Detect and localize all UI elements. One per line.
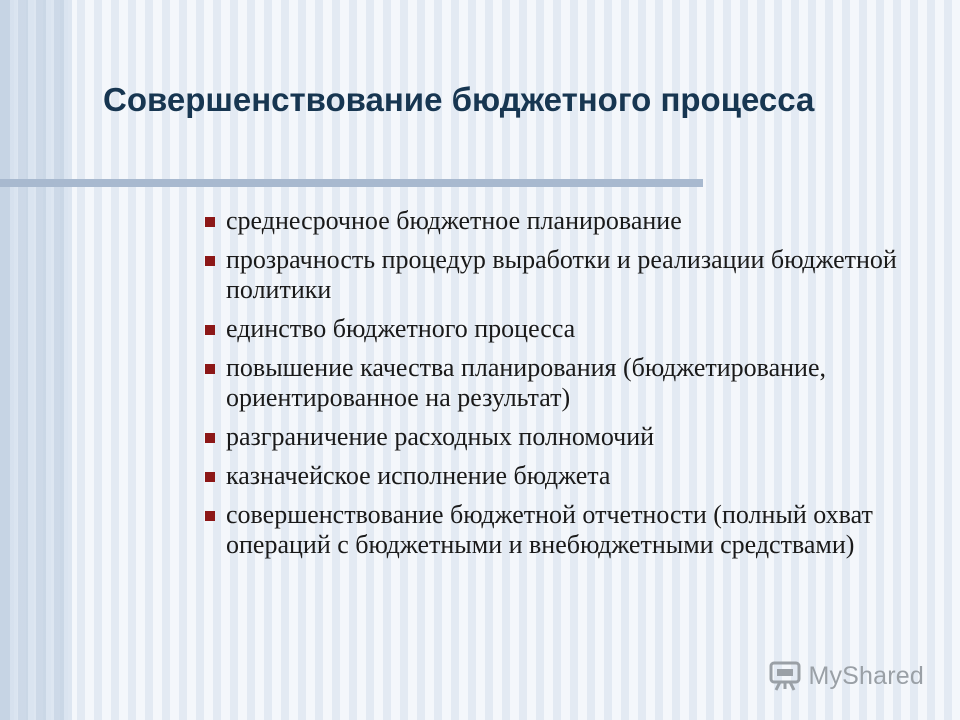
square-bullet-icon bbox=[205, 256, 215, 266]
square-bullet-icon bbox=[205, 472, 215, 482]
square-bullet-icon bbox=[205, 325, 215, 335]
title-divider bbox=[0, 179, 703, 187]
list-item bbox=[203, 500, 923, 560]
bullet-text: казначейское исполнение бюджета bbox=[226, 461, 611, 490]
list-item bbox=[203, 206, 923, 236]
watermark-logo bbox=[768, 660, 924, 692]
bullet-list bbox=[203, 206, 923, 569]
bullet-text: единство бюджетного процесса bbox=[226, 314, 576, 343]
list-item bbox=[203, 422, 923, 452]
bullet-text: среднесрочное бюджетное планирование bbox=[226, 206, 682, 235]
square-bullet-icon bbox=[205, 217, 215, 227]
square-bullet-icon bbox=[205, 364, 215, 374]
list-item bbox=[203, 314, 923, 344]
slide-title: Совершенствование бюджетного процесса bbox=[103, 81, 815, 118]
square-bullet-icon bbox=[205, 511, 215, 521]
list-item bbox=[203, 245, 923, 305]
bullet-text: совершенствование бюджетной отчетности (полный охват операций с бюджетными и внебюджетными средствами) bbox=[226, 500, 873, 559]
bullet-text: прозрачность процедур выработки и реализации бюджетной политики bbox=[226, 245, 897, 304]
watermark-text: MyShared bbox=[808, 661, 924, 690]
list-item bbox=[203, 353, 923, 413]
bullet-text: разграничение расходных полномочий bbox=[226, 422, 655, 451]
square-bullet-icon bbox=[205, 433, 215, 443]
left-stripe-band bbox=[0, 0, 72, 720]
bullet-text: повышение качества планирования (бюджетирование, ориентированное на результат) bbox=[226, 353, 826, 412]
presentation-board-icon bbox=[768, 660, 802, 692]
list-item bbox=[203, 461, 923, 491]
